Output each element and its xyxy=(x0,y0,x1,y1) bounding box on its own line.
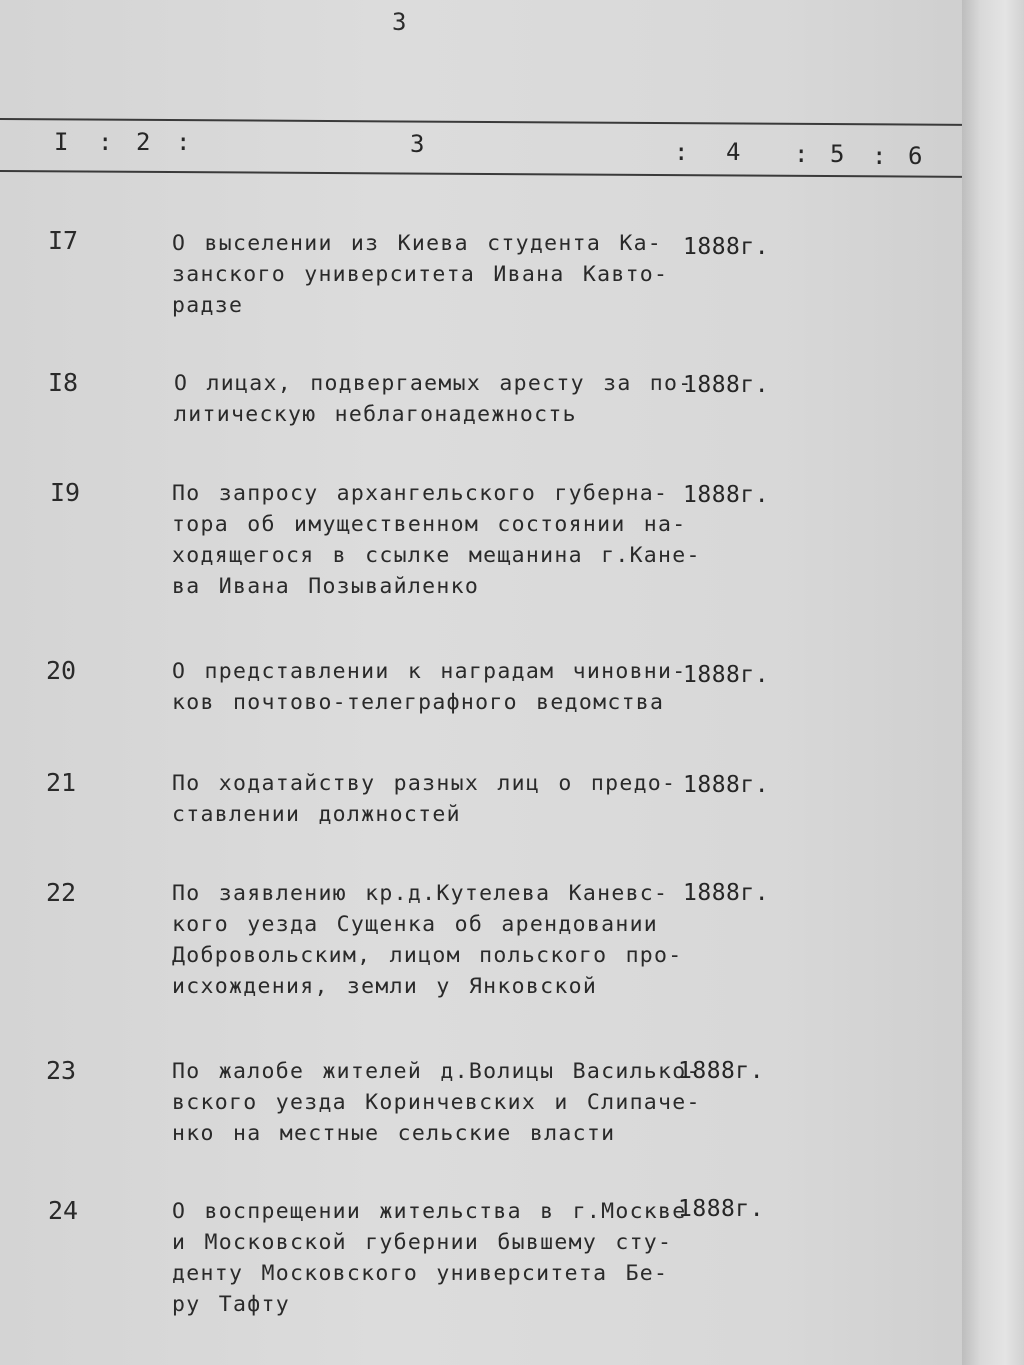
entry-number: 24 xyxy=(48,1196,79,1225)
entry-title xyxy=(172,478,701,602)
entry-title-line: По запросу архангельского губерна- xyxy=(172,481,669,506)
header-col-4: 4 xyxy=(726,138,743,166)
entry-title-line: По заявлению кр.д.Кутелева Каневс- xyxy=(172,881,669,906)
entry-year: 1888г. xyxy=(683,772,770,798)
header-separator: : xyxy=(674,138,691,166)
entry-title-line: занского университета Ивана Кавто- xyxy=(172,262,669,287)
header-bottom-rule xyxy=(0,170,962,178)
header-separator: : xyxy=(794,140,811,168)
entry-year: 1888г. xyxy=(683,880,770,906)
header-separator: : xyxy=(176,128,193,156)
entry-title xyxy=(172,656,687,718)
entry-number: 23 xyxy=(46,1056,77,1085)
entry-year: 1888г. xyxy=(683,482,770,508)
entry-title-line: вского уезда Коринчевских и Слипаче- xyxy=(172,1090,701,1115)
entry-number: I9 xyxy=(50,478,81,507)
entry-title xyxy=(172,878,683,1002)
entry-title-line: ков почтово-телеграфного ведомства xyxy=(172,690,665,715)
entry-title xyxy=(174,368,693,430)
header-col-5: 5 xyxy=(830,140,847,168)
header-col-6: 6 xyxy=(908,142,925,170)
entry-title-line: По жалобе жителей д.Волицы Василько- xyxy=(172,1059,701,1084)
entry-title-line: ру Тафту xyxy=(172,1292,290,1317)
header-col-2: 2 xyxy=(136,128,153,156)
next-page-edge xyxy=(962,0,1024,1365)
page-number: 3 xyxy=(392,8,407,36)
entry-title-line: денту Московского университета Бе- xyxy=(172,1261,669,1286)
entry-title xyxy=(172,1056,701,1149)
entry-number: 20 xyxy=(46,656,77,685)
entry-title-line: О воспрещении жительства в г.Москве xyxy=(172,1199,687,1224)
entry-title-line: нко на местные сельские власти xyxy=(172,1121,616,1146)
entry-title-line: радзе xyxy=(172,293,244,318)
entry-title-line: О лицах, подвергаемых аресту за по- xyxy=(174,371,693,396)
entry-year: 1888г. xyxy=(678,1196,765,1222)
header-separator: : xyxy=(98,128,115,156)
entry-number: 21 xyxy=(46,768,77,797)
entry-title-line: О выселении из Киева студента Ка- xyxy=(172,231,663,256)
entry-title-line: ходящегося в ссылке мещанина г.Кане- xyxy=(172,543,701,568)
entry-number: I7 xyxy=(48,226,79,255)
entry-title xyxy=(172,768,677,830)
entry-year: 1888г. xyxy=(683,234,770,260)
entry-title-line: О представлении к наградам чиновни- xyxy=(172,659,687,684)
entry-title-line: и Московской губернии бывшему сту- xyxy=(172,1230,673,1255)
header-separator: : xyxy=(872,142,889,170)
entry-year: 1888г. xyxy=(678,1058,765,1084)
entry-title xyxy=(172,1196,687,1320)
entry-year: 1888г. xyxy=(683,372,770,398)
header-top-rule xyxy=(0,118,962,126)
entry-title-line: ва Ивана Позывайленко xyxy=(172,574,480,599)
entry-year: 1888г. xyxy=(683,662,770,688)
entry-title-line: тора об имущественном состоянии на- xyxy=(172,512,687,537)
entry-title-line: кого уезда Сущенка об арендовании xyxy=(172,912,659,937)
entry-number: I8 xyxy=(48,368,79,397)
header-col-3: 3 xyxy=(410,130,427,158)
entry-title-line: ставлении должностей xyxy=(172,802,461,827)
entry-title-line: Добровольским, лицом польского про- xyxy=(172,943,683,968)
entry-title-line: литическую неблагонадежность xyxy=(174,402,577,427)
entry-title xyxy=(172,228,672,321)
entry-number: 22 xyxy=(46,878,77,907)
entry-title-line: По ходатайству разных лиц о предо- xyxy=(172,771,677,796)
entry-title-line: исхождения, земли у Янковской xyxy=(172,974,598,999)
header-col-1: I xyxy=(54,128,71,156)
